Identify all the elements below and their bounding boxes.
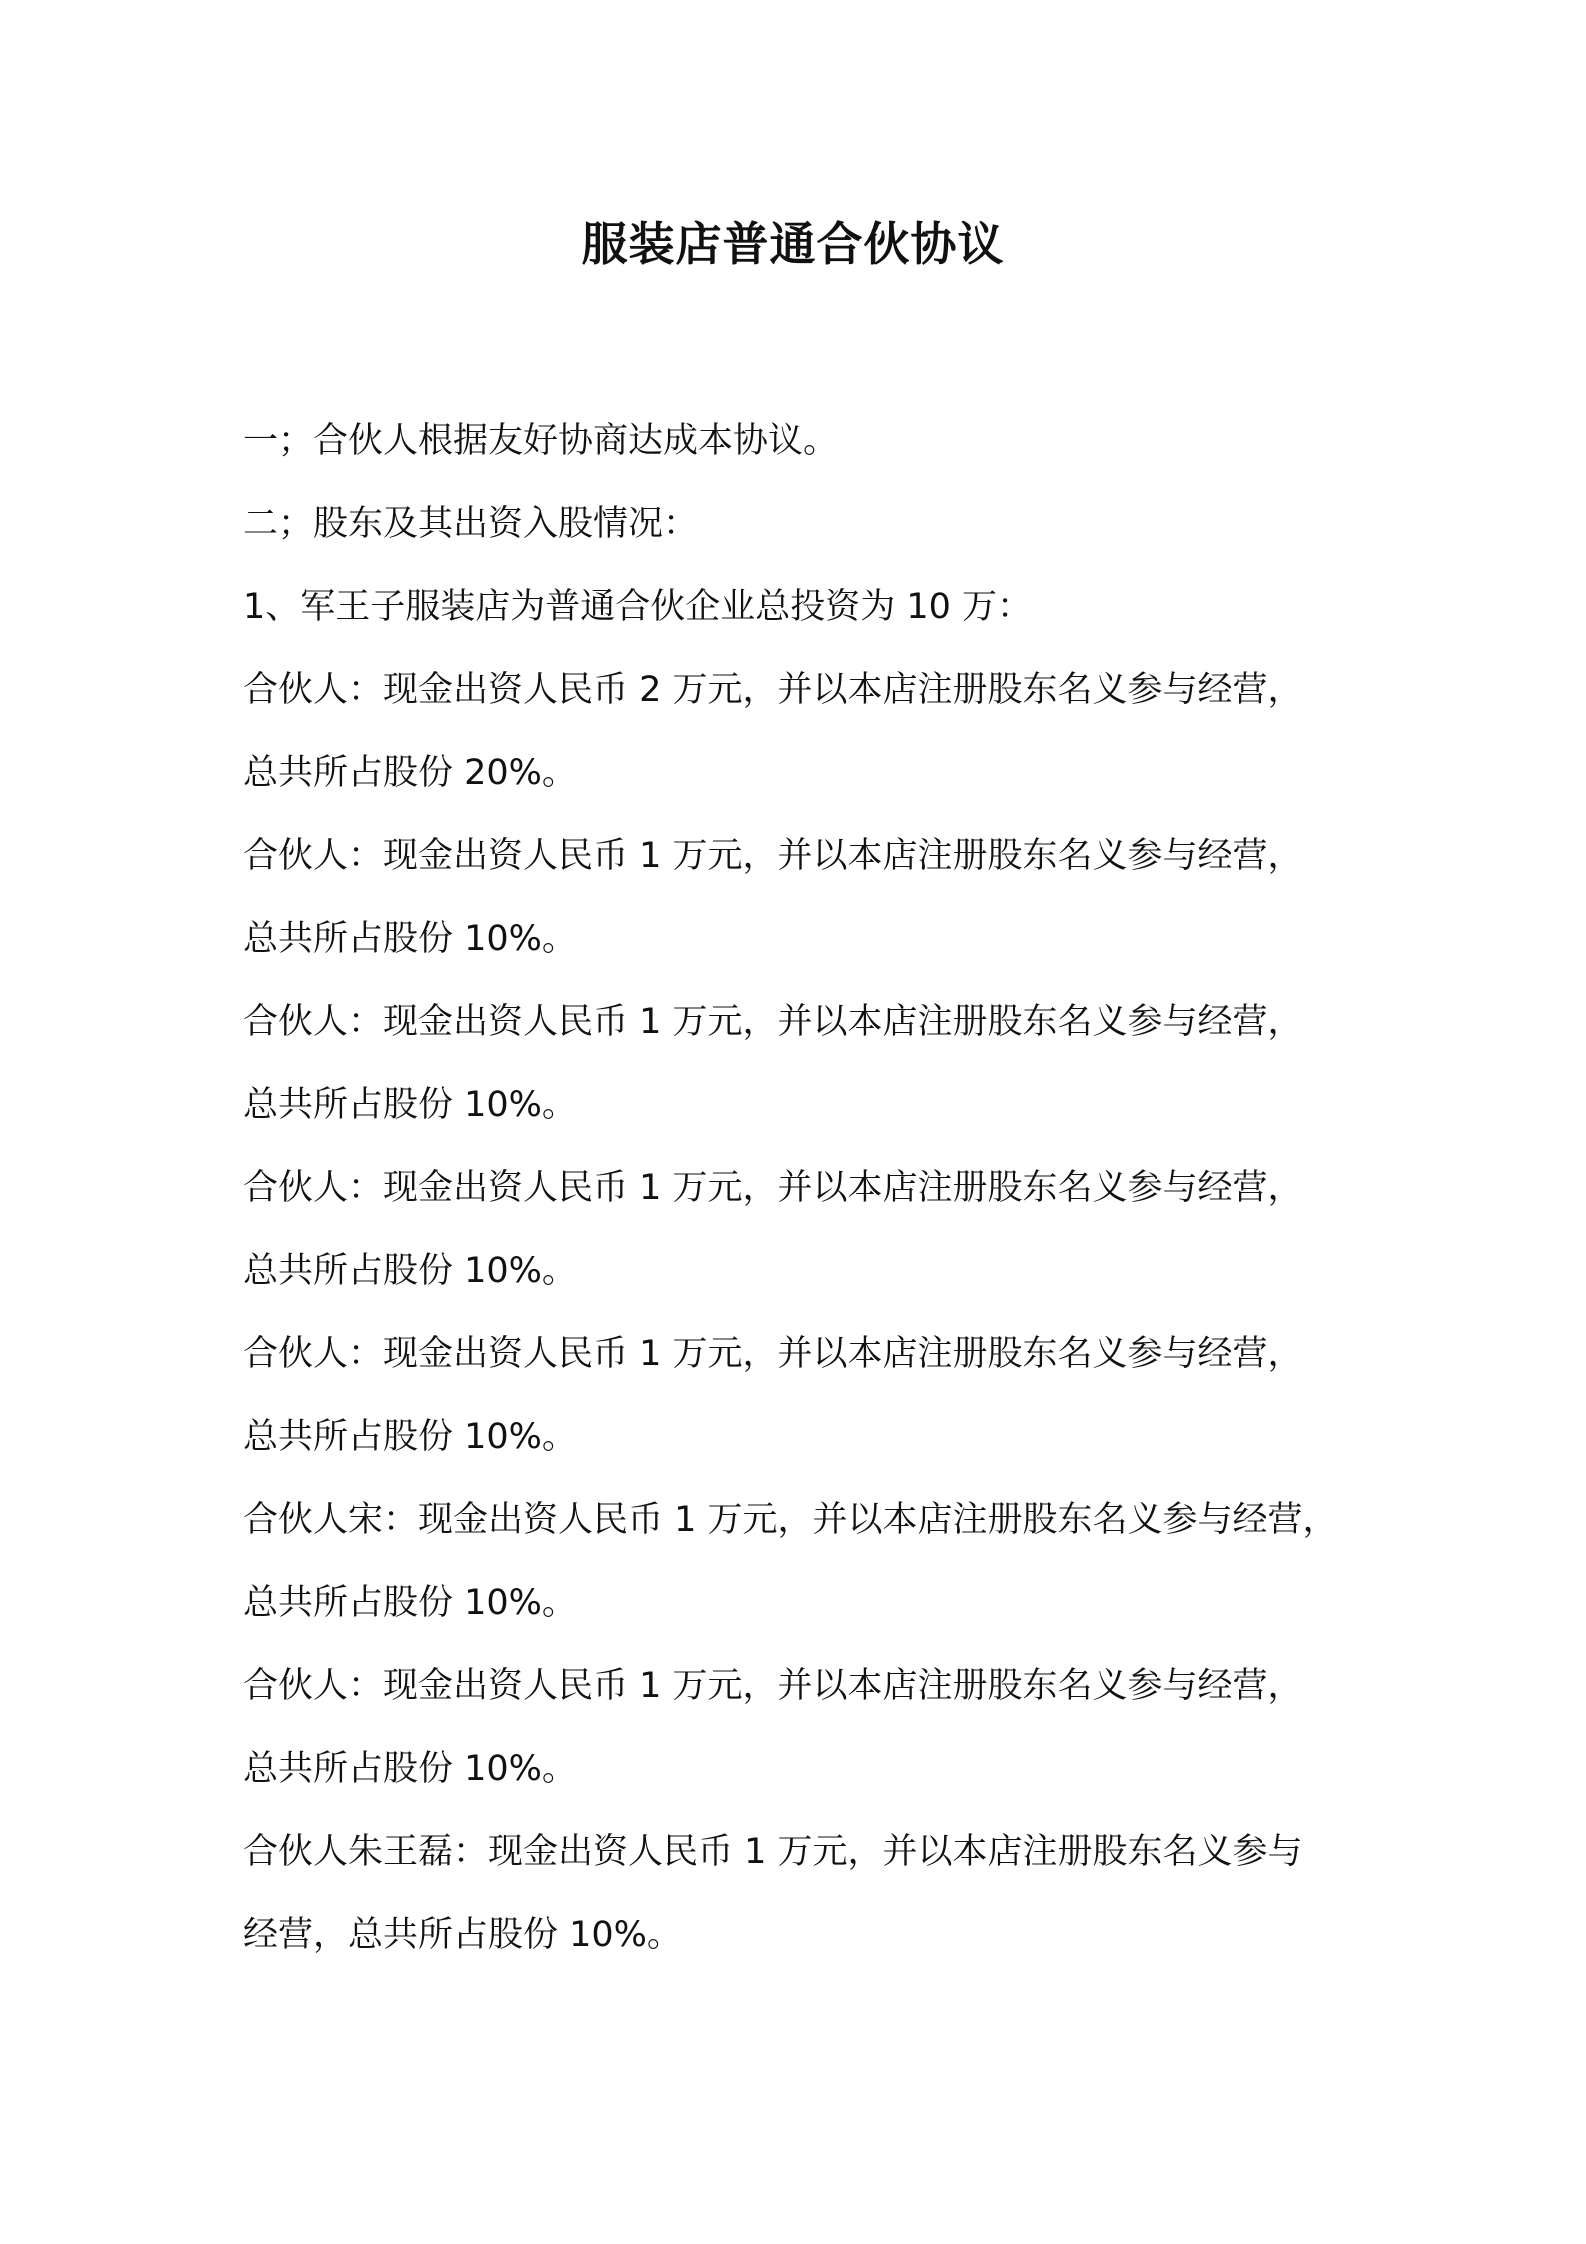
partner-line: 合伙人：现金出资人民币 1 万元，并以本店注册股东名义参与经营， — [243, 1666, 1303, 1706]
share-line: 经营，总共所占股份 10%。 — [243, 1915, 682, 1955]
share-line: 总共所占股份 10%。 — [243, 1417, 577, 1457]
share-line: 总共所占股份 10%。 — [243, 1749, 577, 1789]
document-body — [243, 400, 1363, 1977]
share-line: 总共所占股份 10%。 — [243, 1583, 577, 1623]
share-line: 总共所占股份 10%。 — [243, 1251, 577, 1291]
share-line: 总共所占股份 20%。 — [243, 753, 577, 793]
clause-line: 二；股东及其出资入股情况： — [243, 504, 699, 544]
partner-line: 合伙人朱王磊：现金出资人民币 1 万元，并以本店注册股东名义参与 — [243, 1832, 1303, 1872]
partner-line: 合伙人：现金出资人民币 1 万元，并以本店注册股东名义参与经营， — [243, 1334, 1303, 1374]
partner-line: 合伙人：现金出资人民币 1 万元，并以本店注册股东名义参与经营， — [243, 1168, 1303, 1208]
clause-line: 一；合伙人根据友好协商达成本协议。 — [243, 421, 839, 461]
partner-line: 合伙人宋：现金出资人民币 1 万元，并以本店注册股东名义参与经营， — [243, 1500, 1338, 1540]
partner-line: 合伙人：现金出资人民币 1 万元，并以本店注册股东名义参与经营， — [243, 1002, 1303, 1042]
clause-line: 1、军王子服装店为普通合伙企业总投资为 10 万： — [243, 587, 1033, 627]
partner-line: 合伙人：现金出资人民币 1 万元，并以本店注册股东名义参与经营， — [243, 836, 1303, 876]
partner-line: 合伙人：现金出资人民币 2 万元，并以本店注册股东名义参与经营， — [243, 670, 1303, 710]
document-title: 服装店普通合伙协议 — [581, 217, 1005, 271]
share-line: 总共所占股份 10%。 — [243, 919, 577, 959]
share-line: 总共所占股份 10%。 — [243, 1085, 577, 1125]
